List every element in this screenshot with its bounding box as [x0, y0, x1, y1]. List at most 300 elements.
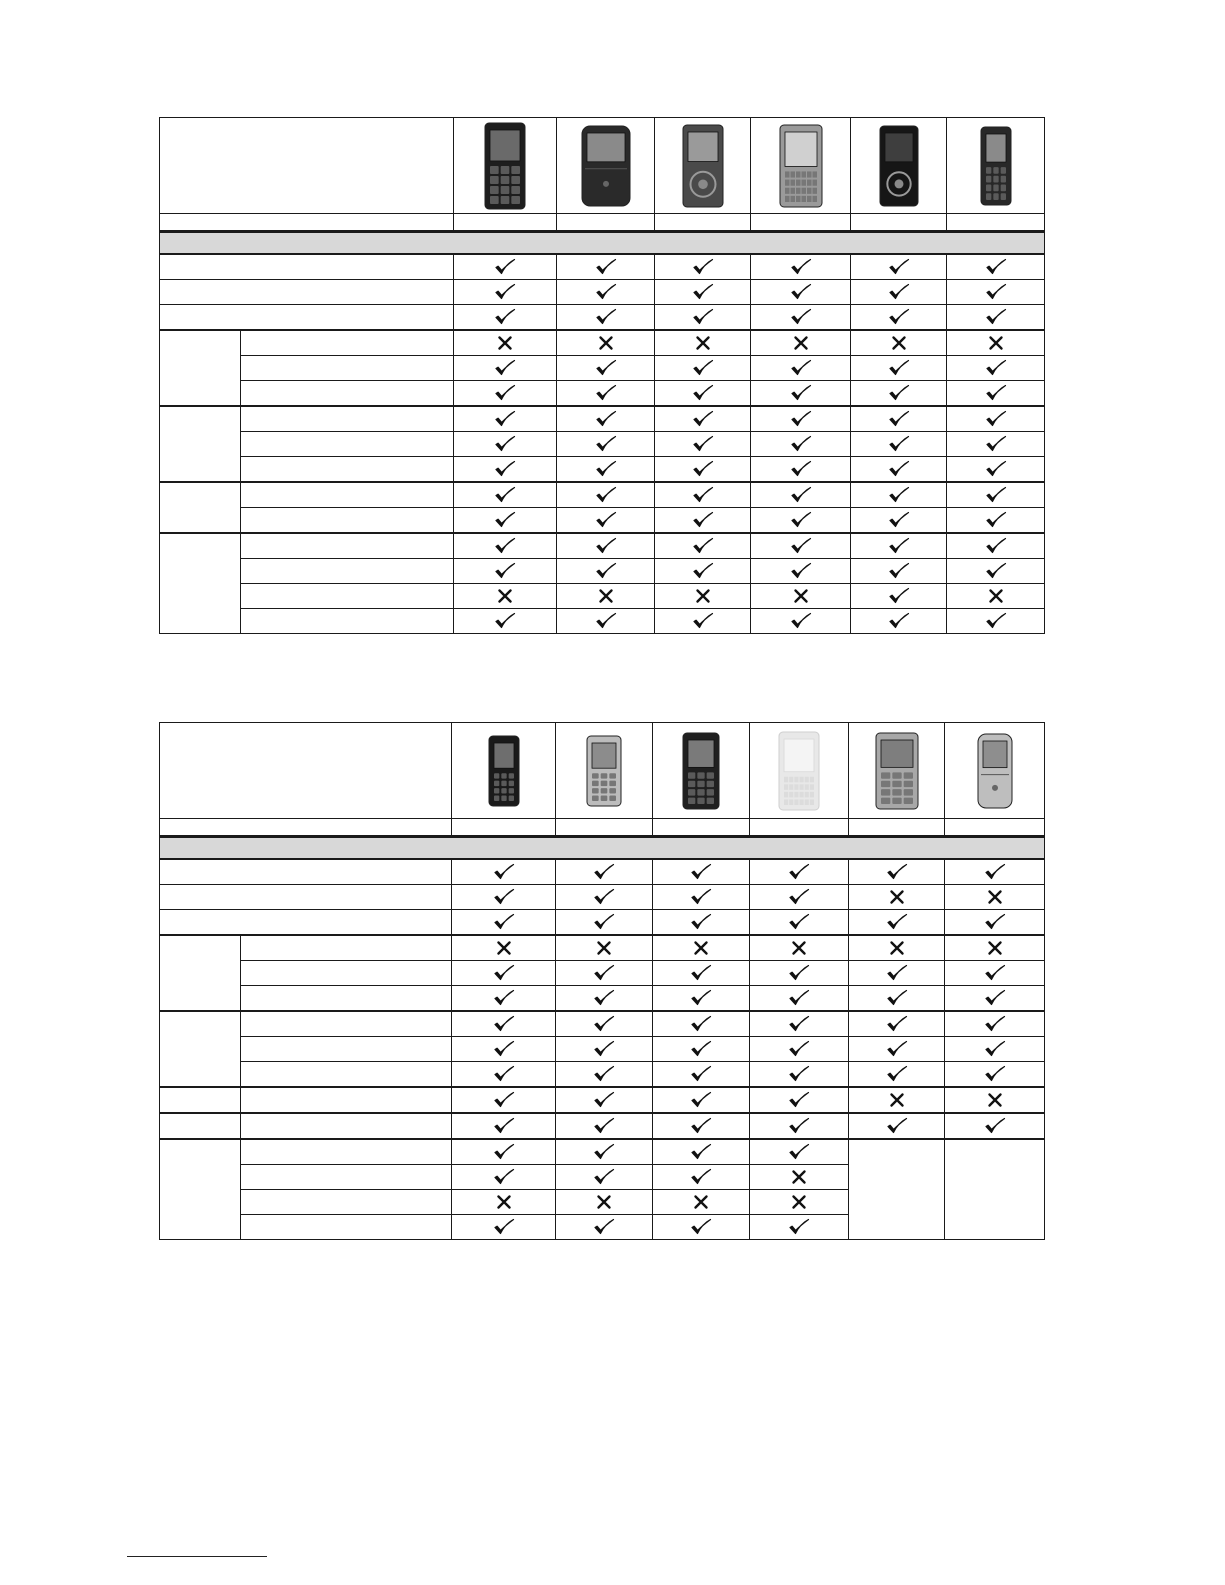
support-cell: [945, 910, 1045, 936]
check-mark-icon: [787, 988, 811, 1008]
check-mark-icon: [493, 459, 517, 479]
feature-row: [160, 356, 1045, 381]
check-mark-icon: [493, 611, 517, 631]
cross-mark-icon: [689, 1192, 713, 1212]
support-cell: [556, 1011, 653, 1037]
phone-column-header: [452, 723, 556, 819]
support-cell: [945, 1113, 1045, 1139]
check-mark-icon: [885, 988, 909, 1008]
phone-black-cybershot-icon: [661, 726, 741, 816]
feature-row: [160, 609, 1045, 634]
cross-mark-icon: [885, 938, 909, 958]
feature-sublabel-cell: [241, 356, 454, 381]
support-cell: [452, 1139, 556, 1165]
feature-sublabel-cell: [241, 381, 454, 407]
feature-group-cell: [160, 330, 241, 406]
support-cell: [751, 584, 851, 609]
check-mark-icon: [493, 383, 517, 403]
feature-sublabel-cell: [241, 1062, 452, 1088]
support-cell: [556, 885, 653, 910]
check-mark-icon: [984, 510, 1008, 530]
check-mark-icon: [689, 887, 713, 907]
check-mark-icon: [984, 282, 1008, 302]
model-name-cell: [849, 819, 945, 837]
support-cell: [947, 381, 1045, 407]
check-mark-icon: [689, 988, 713, 1008]
support-cell: [947, 254, 1045, 280]
cross-mark-icon: [887, 333, 911, 353]
check-mark-icon: [592, 1217, 616, 1237]
support-cell: [851, 280, 947, 305]
support-cell: [653, 961, 750, 986]
check-mark-icon: [689, 1039, 713, 1059]
support-cell: [851, 559, 947, 584]
support-cell: [454, 533, 557, 559]
check-mark-icon: [789, 459, 813, 479]
cross-mark-icon: [689, 938, 713, 958]
check-mark-icon: [984, 307, 1008, 327]
check-mark-icon: [691, 510, 715, 530]
check-mark-icon: [789, 409, 813, 429]
support-cell: [750, 1011, 849, 1037]
check-mark-icon: [787, 1217, 811, 1237]
check-mark-icon: [885, 862, 909, 882]
check-mark-icon: [983, 963, 1007, 983]
support-cell: [750, 961, 849, 986]
check-mark-icon: [689, 1090, 713, 1110]
check-mark-icon: [789, 510, 813, 530]
support-cell: [751, 254, 851, 280]
support-cell: [452, 1113, 556, 1139]
phone-photo-row: [160, 118, 1045, 214]
check-mark-icon: [689, 963, 713, 983]
check-mark-icon: [691, 561, 715, 581]
check-mark-icon: [594, 383, 618, 403]
support-cell: [849, 961, 945, 986]
cross-mark-icon: [493, 586, 517, 606]
support-cell: [452, 910, 556, 936]
check-mark-icon: [592, 862, 616, 882]
support-cell: [851, 381, 947, 407]
check-mark-icon: [787, 1039, 811, 1059]
check-mark-icon: [691, 536, 715, 556]
check-mark-icon: [592, 963, 616, 983]
check-mark-icon: [984, 358, 1008, 378]
feature-row: [160, 280, 1045, 305]
support-cell: [557, 559, 655, 584]
check-mark-icon: [594, 561, 618, 581]
feature-label-cell: [160, 910, 452, 936]
feature-row: [160, 381, 1045, 407]
check-mark-icon: [984, 611, 1008, 631]
model-name-cell: [454, 214, 557, 232]
feature-group-cell: [160, 482, 241, 533]
footnote-separator: [127, 1556, 267, 1557]
check-mark-icon: [691, 434, 715, 454]
cross-mark-icon: [492, 938, 516, 958]
check-mark-icon: [594, 282, 618, 302]
feature-row: [160, 910, 1045, 936]
support-cell: [557, 254, 655, 280]
support-cell: [751, 381, 851, 407]
check-mark-icon: [689, 862, 713, 882]
check-mark-icon: [887, 257, 911, 277]
support-cell: [750, 1139, 849, 1165]
feature-group-cell: [160, 406, 241, 482]
support-cell: [751, 508, 851, 534]
feature-row: [160, 457, 1045, 483]
compatibility-table-1: [159, 117, 1045, 634]
phone-silver-flip-icon: [955, 726, 1035, 816]
cross-mark-icon: [594, 333, 618, 353]
check-mark-icon: [592, 1014, 616, 1034]
check-mark-icon: [887, 459, 911, 479]
check-mark-icon: [789, 611, 813, 631]
check-mark-icon: [493, 510, 517, 530]
check-mark-icon: [594, 459, 618, 479]
cross-mark-icon: [983, 938, 1007, 958]
feature-sublabel-cell: [241, 609, 454, 634]
feature-row: [160, 1062, 1045, 1088]
check-mark-icon: [787, 1090, 811, 1110]
support-cell: [945, 885, 1045, 910]
phone-silver-candybar-icon: [857, 726, 937, 816]
label-cell: [160, 214, 454, 232]
phone-dark-candybar-icon: [465, 121, 545, 211]
check-mark-icon: [592, 988, 616, 1008]
feature-row: [160, 406, 1045, 432]
feature-row: [160, 961, 1045, 986]
support-cell: [945, 986, 1045, 1012]
cross-mark-icon: [691, 333, 715, 353]
check-mark-icon: [984, 383, 1008, 403]
phone-black-candybar-icon: [464, 726, 544, 816]
feature-sublabel-cell: [241, 584, 454, 609]
support-cell: [655, 381, 751, 407]
support-cell: [849, 1113, 945, 1139]
model-name-cell: [750, 819, 849, 837]
support-cell: [452, 885, 556, 910]
support-cell: [653, 1087, 750, 1113]
support-cell: [452, 961, 556, 986]
support-cell: [947, 533, 1045, 559]
check-mark-icon: [592, 1167, 616, 1187]
model-name-cell: [851, 214, 947, 232]
check-mark-icon: [887, 358, 911, 378]
model-name-cell: [556, 819, 653, 837]
support-cell: [851, 406, 947, 432]
feature-label-cell: [160, 280, 454, 305]
support-cell: [751, 457, 851, 483]
support-cell: [557, 584, 655, 609]
support-cell: [655, 432, 751, 457]
support-cell: [655, 482, 751, 508]
support-cell: [655, 254, 751, 280]
support-cell: [851, 457, 947, 483]
check-mark-icon: [887, 434, 911, 454]
feature-sublabel-cell: [241, 961, 452, 986]
phone-column-header: [945, 723, 1045, 819]
check-mark-icon: [885, 912, 909, 932]
support-cell: [751, 280, 851, 305]
support-cell: [452, 1190, 556, 1215]
check-mark-icon: [984, 536, 1008, 556]
support-cell: [655, 330, 751, 356]
feature-row: [160, 935, 1045, 961]
cross-mark-icon: [789, 333, 813, 353]
support-cell: [556, 1113, 653, 1139]
support-cell: [653, 1037, 750, 1062]
support-cell: [751, 533, 851, 559]
check-mark-icon: [689, 1064, 713, 1084]
check-mark-icon: [689, 1014, 713, 1034]
support-cell: [655, 280, 751, 305]
phone-column-header: [557, 118, 655, 214]
support-cell: [947, 559, 1045, 584]
check-mark-icon: [594, 611, 618, 631]
support-cell: [653, 1165, 750, 1190]
check-mark-icon: [984, 485, 1008, 505]
support-cell: [751, 356, 851, 381]
support-cell: [454, 508, 557, 534]
check-mark-icon: [787, 1064, 811, 1084]
model-name-cell: [655, 214, 751, 232]
not-applicable-cell: [945, 1139, 1045, 1240]
cross-mark-icon: [885, 887, 909, 907]
check-mark-icon: [887, 561, 911, 581]
cross-mark-icon: [983, 887, 1007, 907]
support-cell: [947, 330, 1045, 356]
support-cell: [655, 457, 751, 483]
check-mark-icon: [493, 409, 517, 429]
support-cell: [947, 406, 1045, 432]
support-cell: [849, 885, 945, 910]
support-cell: [947, 432, 1045, 457]
support-cell: [849, 1011, 945, 1037]
check-mark-icon: [887, 307, 911, 327]
support-cell: [655, 356, 751, 381]
support-cell: [557, 280, 655, 305]
check-mark-icon: [983, 1064, 1007, 1084]
support-cell: [556, 1139, 653, 1165]
support-cell: [750, 859, 849, 885]
phone-walkman-slider-icon: [663, 121, 743, 211]
support-cell: [750, 1062, 849, 1088]
model-name-cell: [452, 819, 556, 837]
phone-cybershot-candybar-icon: [956, 121, 1036, 211]
compatibility-table-2: [159, 722, 1045, 1240]
check-mark-icon: [594, 434, 618, 454]
support-cell: [556, 1062, 653, 1088]
support-cell: [653, 859, 750, 885]
support-cell: [454, 305, 557, 331]
check-mark-icon: [887, 611, 911, 631]
feature-row: [160, 1011, 1045, 1037]
check-mark-icon: [592, 1142, 616, 1162]
check-mark-icon: [887, 383, 911, 403]
corner-cell: [160, 118, 454, 214]
feature-row: [160, 1037, 1045, 1062]
feature-sublabel-cell: [241, 1139, 452, 1165]
feature-sublabel-cell: [241, 432, 454, 457]
feature-row: [160, 1139, 1045, 1165]
phone-white-qwerty-icon: [759, 726, 839, 816]
support-cell: [945, 961, 1045, 986]
phone-column-header: [750, 723, 849, 819]
check-mark-icon: [592, 1090, 616, 1110]
support-cell: [851, 508, 947, 534]
check-mark-icon: [787, 1116, 811, 1136]
support-cell: [452, 1062, 556, 1088]
feature-row: [160, 254, 1045, 280]
check-mark-icon: [691, 282, 715, 302]
cross-mark-icon: [592, 938, 616, 958]
check-mark-icon: [984, 561, 1008, 581]
support-cell: [851, 330, 947, 356]
check-mark-icon: [983, 1014, 1007, 1034]
check-mark-icon: [493, 257, 517, 277]
support-cell: [851, 432, 947, 457]
model-name-cell: [557, 214, 655, 232]
support-cell: [556, 910, 653, 936]
support-cell: [653, 1190, 750, 1215]
model-name-row: [160, 819, 1045, 837]
model-name-cell: [945, 819, 1045, 837]
cross-mark-icon: [885, 1090, 909, 1110]
support-cell: [556, 1190, 653, 1215]
check-mark-icon: [984, 459, 1008, 479]
support-cell: [454, 356, 557, 381]
support-cell: [851, 584, 947, 609]
support-cell: [454, 457, 557, 483]
support-cell: [655, 559, 751, 584]
check-mark-icon: [885, 1116, 909, 1136]
support-cell: [653, 986, 750, 1012]
support-cell: [750, 1215, 849, 1240]
support-cell: [849, 986, 945, 1012]
support-cell: [454, 609, 557, 634]
check-mark-icon: [689, 1167, 713, 1187]
support-cell: [454, 482, 557, 508]
support-cell: [750, 885, 849, 910]
check-mark-icon: [789, 383, 813, 403]
support-cell: [851, 254, 947, 280]
support-cell: [751, 330, 851, 356]
check-mark-icon: [887, 586, 911, 606]
support-cell: [557, 330, 655, 356]
not-applicable-cell: [849, 1139, 945, 1240]
support-cell: [947, 482, 1045, 508]
support-cell: [653, 1215, 750, 1240]
model-name-cell: [947, 214, 1045, 232]
support-cell: [751, 609, 851, 634]
model-name-cell: [653, 819, 750, 837]
check-mark-icon: [885, 963, 909, 983]
feature-group-cell: [160, 1011, 241, 1087]
feature-sublabel-cell: [241, 986, 452, 1012]
support-cell: [556, 961, 653, 986]
support-cell: [452, 1215, 556, 1240]
phone-column-header: [751, 118, 851, 214]
feature-row: [160, 305, 1045, 331]
feature-group-cell: [160, 1113, 241, 1139]
feature-sublabel-cell: [241, 533, 454, 559]
check-mark-icon: [594, 257, 618, 277]
support-cell: [452, 986, 556, 1012]
check-mark-icon: [691, 459, 715, 479]
cross-mark-icon: [592, 1192, 616, 1212]
check-mark-icon: [691, 409, 715, 429]
feature-row: [160, 482, 1045, 508]
support-cell: [653, 885, 750, 910]
feature-sublabel-cell: [241, 1215, 452, 1240]
support-cell: [851, 356, 947, 381]
support-cell: [947, 508, 1045, 534]
support-cell: [556, 1087, 653, 1113]
support-cell: [947, 305, 1045, 331]
check-mark-icon: [492, 1064, 516, 1084]
support-cell: [851, 533, 947, 559]
check-mark-icon: [492, 1167, 516, 1187]
check-mark-icon: [887, 510, 911, 530]
check-mark-icon: [492, 1142, 516, 1162]
check-mark-icon: [493, 434, 517, 454]
support-cell: [655, 584, 751, 609]
phone-slim-slider-icon: [859, 121, 939, 211]
support-cell: [557, 508, 655, 534]
support-cell: [945, 1087, 1045, 1113]
phone-column-header: [849, 723, 945, 819]
check-mark-icon: [887, 282, 911, 302]
feature-sublabel-cell: [241, 1037, 452, 1062]
feature-label-cell: [160, 859, 452, 885]
check-mark-icon: [493, 282, 517, 302]
corner-cell: [160, 723, 452, 819]
phone-column-header: [454, 118, 557, 214]
support-cell: [849, 1087, 945, 1113]
check-mark-icon: [493, 485, 517, 505]
section-header-band: [160, 232, 1045, 255]
cross-mark-icon: [787, 1192, 811, 1212]
support-cell: [452, 1011, 556, 1037]
support-cell: [557, 381, 655, 407]
check-mark-icon: [493, 307, 517, 327]
support-cell: [945, 1037, 1045, 1062]
check-mark-icon: [689, 1116, 713, 1136]
feature-sublabel-cell: [241, 482, 454, 508]
support-cell: [454, 406, 557, 432]
support-cell: [653, 935, 750, 961]
support-cell: [851, 305, 947, 331]
support-cell: [556, 1037, 653, 1062]
check-mark-icon: [691, 611, 715, 631]
check-mark-icon: [983, 988, 1007, 1008]
check-mark-icon: [492, 887, 516, 907]
check-mark-icon: [984, 257, 1008, 277]
check-mark-icon: [689, 1217, 713, 1237]
feature-sublabel-cell: [241, 559, 454, 584]
feature-group-cell: [160, 1087, 241, 1113]
check-mark-icon: [492, 1090, 516, 1110]
phone-column-header: [653, 723, 750, 819]
support-cell: [750, 1165, 849, 1190]
support-cell: [655, 406, 751, 432]
support-cell: [655, 533, 751, 559]
check-mark-icon: [492, 1039, 516, 1059]
support-cell: [849, 1037, 945, 1062]
support-cell: [452, 1087, 556, 1113]
feature-row: [160, 559, 1045, 584]
